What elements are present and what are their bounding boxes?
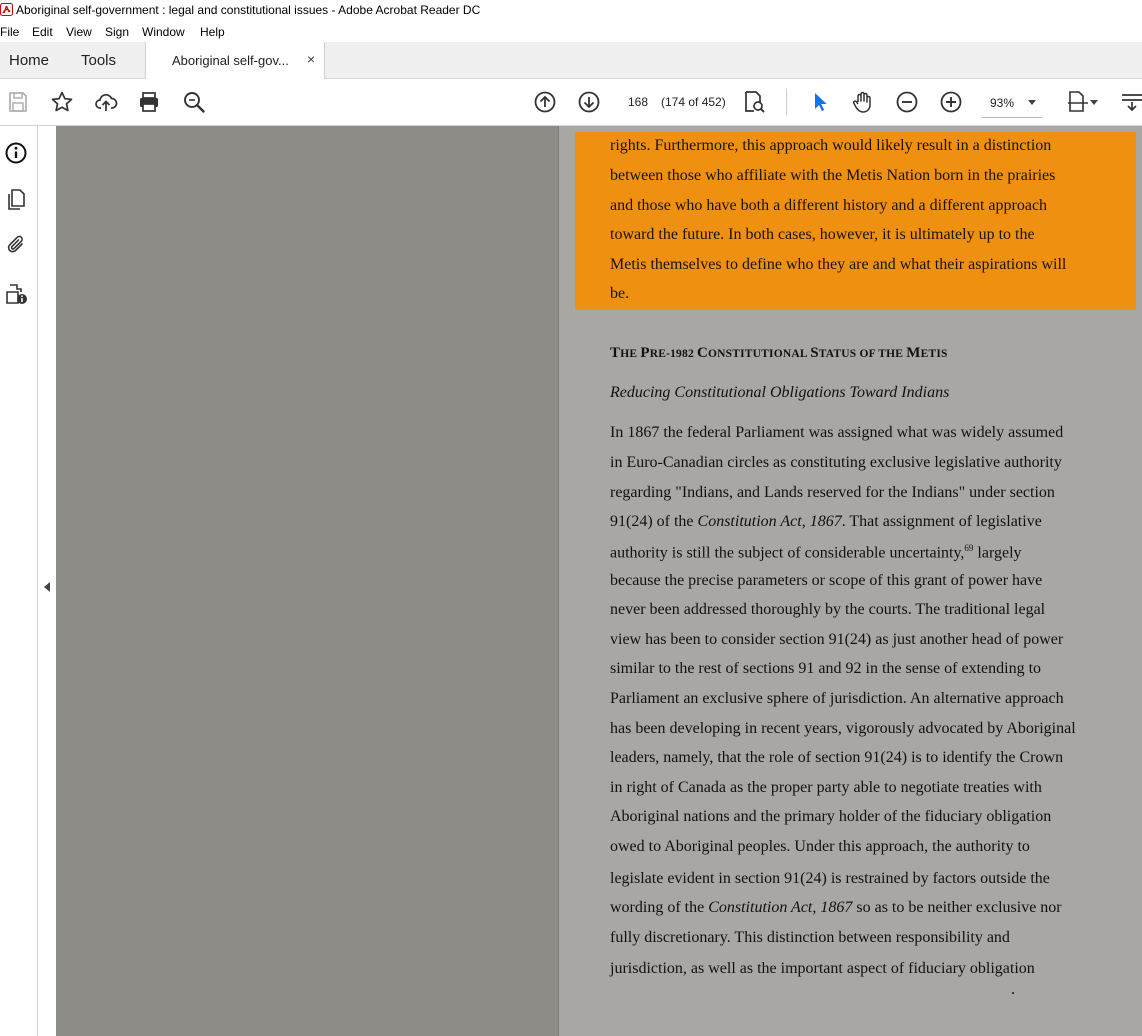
tab-document[interactable] <box>145 42 325 79</box>
zoom-level[interactable]: 93% <box>990 96 1015 110</box>
page-display-icon[interactable] <box>1065 90 1089 114</box>
hand-tool-icon[interactable] <box>851 90 875 114</box>
upload-cloud-icon[interactable] <box>94 90 118 114</box>
body-line-4: 91(24) of the Constitution Act, 1867. That assignment of legislative <box>610 513 1042 530</box>
menu-bar <box>0 22 1142 42</box>
highlighted-line-1: rights. Furthermore, this approach would likely result in a distinction <box>610 137 1052 154</box>
body-line-8: view has been to consider section 91(24) as just another head of power <box>610 631 1064 648</box>
window-title: Aboriginal self-government : legal and constitutional issues - Adobe Acrobat Reader DC <box>16 3 481 17</box>
highlighted-line-5: Metis themselves to define who they are and what their aspirations will <box>610 256 1067 273</box>
page-thumbnails-icon[interactable] <box>4 188 28 212</box>
menu-help[interactable]: Help <box>200 25 225 39</box>
next-page-icon[interactable] <box>577 90 601 114</box>
save-icon[interactable] <box>6 90 30 114</box>
highlighted-line-3: and those who have both a different history and a different approach <box>610 197 1048 214</box>
body-line-11: has been developing in recent years, vigorously advocated by Aboriginal <box>610 720 1076 737</box>
body-line-1: In 1867 the federal Parliament was assigned what was widely assumed <box>610 424 1064 441</box>
navigation-pane-toggle[interactable] <box>38 126 56 1036</box>
left-tool-rail <box>0 126 38 1036</box>
collapse-arrow-icon[interactable] <box>44 582 50 592</box>
zoom-search-icon[interactable] <box>182 90 206 114</box>
attachments-icon[interactable] <box>4 233 28 257</box>
body-line-15: owed to Aboriginal peoples. Under this approach, the authority to <box>610 838 1030 855</box>
body-line-14: Aboriginal nations and the primary holder of the fiduciary obligation <box>610 808 1052 825</box>
subheading: Reducing Constitutional Obligations Toward Indians <box>610 384 950 401</box>
body-line-9: similar to the rest of sections 91 and 92 in the sense of extending to <box>610 660 1042 677</box>
tab-home[interactable]: Home <box>9 52 50 69</box>
section-heading: THE PRE-1982 CONSTITUTIONAL STATUS OF THE METIS <box>610 345 948 361</box>
menu-file[interactable]: File <box>0 25 20 39</box>
highlighted-line-6: be. <box>610 285 630 302</box>
left-page-area <box>56 126 558 1036</box>
acrobat-icon <box>0 3 13 16</box>
page-find-icon[interactable] <box>742 90 766 114</box>
menu-sign[interactable]: Sign <box>105 25 130 39</box>
scan-speck <box>1012 992 1014 994</box>
page-count: (174 of 452) <box>661 95 726 109</box>
zoom-underline <box>982 117 1042 118</box>
body-line-19: jurisdiction, as well as the important aspect of fiduciary obligation <box>610 960 1035 977</box>
title-bar <box>0 0 1142 22</box>
bookmark-star-icon[interactable] <box>50 90 74 114</box>
body-line-2: in Euro-Canadian circles as constituting exclusive legislative authority <box>610 454 1062 471</box>
menu-view[interactable]: View <box>66 25 92 39</box>
highlighted-line-2: between those who affiliate with the Metis Nation born in the prairies <box>610 167 1056 184</box>
body-line-17: wording of the Constitution Act, 1867 so as to be neither exclusive nor <box>610 899 1062 916</box>
body-line-3: regarding "Indians, and Lands reserved for the Indians" under section <box>610 484 1055 501</box>
zoom-out-icon[interactable] <box>895 90 919 114</box>
body-line-10: Parliament an exclusive sphere of jurisdiction. An alternative approach <box>610 690 1064 707</box>
print-icon[interactable] <box>137 90 161 114</box>
menu-window[interactable]: Window <box>142 25 185 39</box>
body-line-18: fully discretionary. This distinction between responsibility and <box>610 929 1010 946</box>
body-line-13: in right of Canada as the proper party able to negotiate treaties with <box>610 779 1042 796</box>
toolbar-separator <box>786 89 787 115</box>
body-line-16: legislate evident in section 91(24) is restrained by factors outside the <box>610 870 1050 887</box>
tab-bar <box>0 42 1142 79</box>
close-tab-button[interactable]: × <box>307 51 316 67</box>
info-icon[interactable] <box>4 141 28 165</box>
zoom-dropdown-icon[interactable] <box>1028 100 1036 105</box>
zoom-in-icon[interactable] <box>939 90 963 114</box>
body-line-12: leaders, namely, that the role of section 91(24) is to identify the Crown <box>610 749 1064 766</box>
body-line-7: never been addressed thoroughly by the courts. The traditional legal <box>610 601 1046 618</box>
menu-edit[interactable]: Edit <box>32 25 53 39</box>
footnote-ref[interactable]: 69 <box>964 543 974 553</box>
tab-document-label: Aboriginal self-gov... <box>172 53 289 68</box>
document-properties-icon[interactable] <box>4 282 28 306</box>
previous-page-icon[interactable] <box>533 90 557 114</box>
highlighted-line-4: toward the future. In both cases, however, it is ultimately up to the <box>610 226 1035 243</box>
scroll-mode-icon[interactable] <box>1120 90 1142 114</box>
toolbar <box>0 79 1142 126</box>
tab-tools[interactable]: Tools <box>81 52 117 69</box>
page-display-dropdown-icon[interactable] <box>1089 99 1099 107</box>
body-line-6: because the precise parameters or scope of this grant of power have <box>610 572 1043 589</box>
select-cursor-icon[interactable] <box>808 90 832 114</box>
body-line-5: authority is still the subject of considerable uncertainty,$^{69}$ largely <box>610 543 1022 562</box>
text-highlight[interactable] <box>575 132 1136 310</box>
page-number-input[interactable]: 168 <box>627 95 649 109</box>
